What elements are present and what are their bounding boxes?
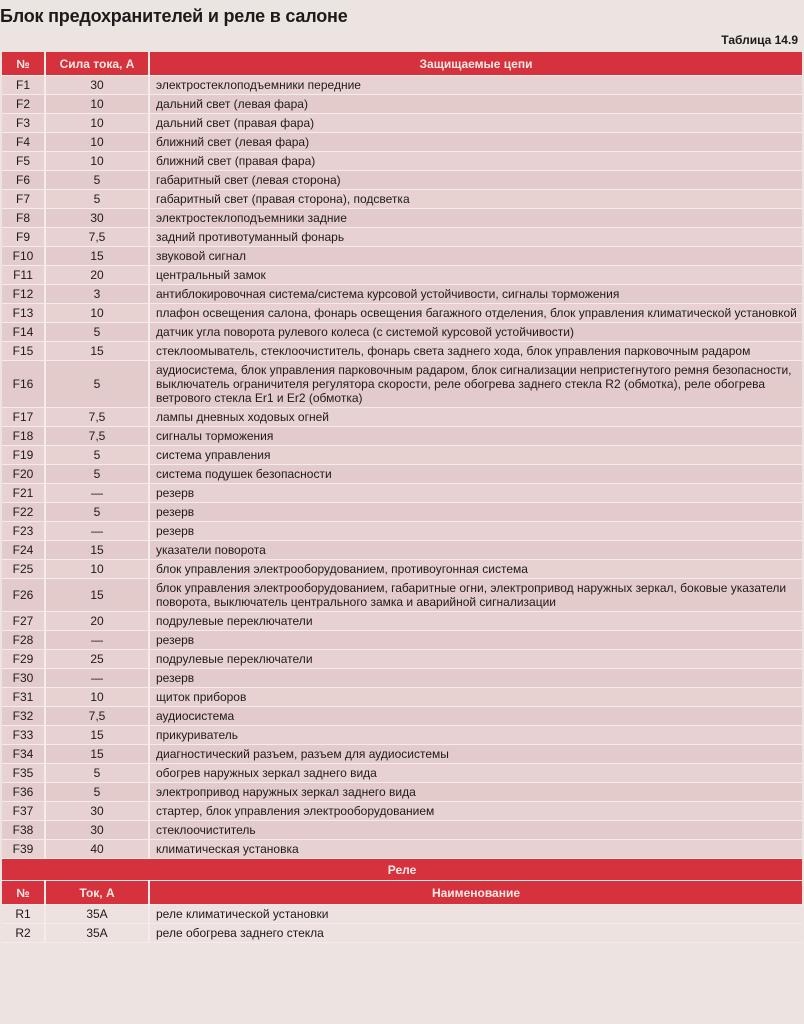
table-row (2, 266, 802, 285)
table-row (2, 209, 802, 228)
cell-id: F39 (2, 840, 46, 859)
table-row (2, 342, 802, 361)
cell-id: F4 (2, 133, 46, 152)
table-row (2, 304, 802, 323)
cell-current: 5 (46, 764, 150, 783)
cell-description: звуковой сигнал (150, 247, 802, 266)
cell-id: F5 (2, 152, 46, 171)
cell-current: 10 (46, 95, 150, 114)
cell-id: F28 (2, 631, 46, 650)
cell-id: F13 (2, 304, 46, 323)
cell-current: 15 (46, 342, 150, 361)
cell-current: 7,5 (46, 427, 150, 446)
cell-current: — (46, 631, 150, 650)
cell-id: F3 (2, 114, 46, 133)
cell-id: F10 (2, 247, 46, 266)
table-row (2, 840, 802, 859)
cell-description: реле климатической установки (150, 905, 802, 924)
cell-description: антиблокировочная система/система курсовой устойчивости, сигналы торможения (150, 285, 802, 304)
cell-id: F14 (2, 323, 46, 342)
cell-id: F9 (2, 228, 46, 247)
cell-id: F8 (2, 209, 46, 228)
cell-description: стеклоочиститель (150, 821, 802, 840)
table-row (2, 484, 802, 503)
table-row (2, 707, 802, 726)
cell-description: центральный замок (150, 266, 802, 285)
cell-description: дальний свет (левая фара) (150, 95, 802, 114)
table-row (2, 612, 802, 631)
table-row (2, 323, 802, 342)
table-row (2, 669, 802, 688)
cell-id: F26 (2, 579, 46, 612)
table-row (2, 361, 802, 408)
cell-current: 10 (46, 560, 150, 579)
table-row (2, 133, 802, 152)
cell-description: электростеклоподъемники задние (150, 209, 802, 228)
table-row (2, 541, 802, 560)
page-title: Блок предохранителей и реле в салоне (0, 6, 348, 26)
table-row (2, 95, 802, 114)
cell-current: 10 (46, 688, 150, 707)
cell-current: 25 (46, 650, 150, 669)
cell-id: F17 (2, 408, 46, 427)
relay-header-name: Наименование (150, 881, 802, 905)
cell-id: F31 (2, 688, 46, 707)
cell-current: — (46, 484, 150, 503)
cell-current: 3 (46, 285, 150, 304)
table-row (2, 76, 802, 95)
cell-description: стартер, блок управления электрооборудованием (150, 802, 802, 821)
cell-id: F6 (2, 171, 46, 190)
cell-description: система управления (150, 446, 802, 465)
cell-current: 35А (46, 905, 150, 924)
cell-id: F15 (2, 342, 46, 361)
cell-id: F36 (2, 783, 46, 802)
table-row (2, 247, 802, 266)
cell-id: F19 (2, 446, 46, 465)
relay-header-num: № (2, 881, 46, 905)
cell-id: F1 (2, 76, 46, 95)
cell-description: резерв (150, 503, 802, 522)
fuse-table (2, 52, 802, 943)
table-row (2, 650, 802, 669)
cell-description: резерв (150, 631, 802, 650)
cell-id: F11 (2, 266, 46, 285)
cell-description: датчик угла поворота рулевого колеса (с системой курсовой устойчивости) (150, 323, 802, 342)
cell-current: 5 (46, 361, 150, 408)
cell-current: 30 (46, 209, 150, 228)
cell-id: F34 (2, 745, 46, 764)
table-row (2, 905, 802, 924)
cell-description: указатели поворота (150, 541, 802, 560)
table-row (2, 726, 802, 745)
cell-current: 7,5 (46, 228, 150, 247)
cell-id: F12 (2, 285, 46, 304)
table-row (2, 522, 802, 541)
cell-description: сигналы торможения (150, 427, 802, 446)
cell-description: диагностический разъем, разъем для аудиосистемы (150, 745, 802, 764)
table-row (2, 745, 802, 764)
cell-id: F37 (2, 802, 46, 821)
table-row (2, 631, 802, 650)
cell-description: реле обогрева заднего стекла (150, 924, 802, 943)
relay-header-row (2, 881, 802, 905)
table-row (2, 821, 802, 840)
cell-current: 15 (46, 579, 150, 612)
cell-id: F21 (2, 484, 46, 503)
cell-current: 5 (46, 190, 150, 209)
fuse-table-body (2, 76, 802, 859)
table-row (2, 427, 802, 446)
table-row (2, 171, 802, 190)
cell-current: 15 (46, 745, 150, 764)
table-row (2, 503, 802, 522)
cell-description: габаритный свет (левая сторона) (150, 171, 802, 190)
table-row (2, 408, 802, 427)
cell-description: электростеклоподъемники передние (150, 76, 802, 95)
table-row (2, 285, 802, 304)
cell-current: 5 (46, 503, 150, 522)
cell-id: R2 (2, 924, 46, 943)
cell-current: 15 (46, 247, 150, 266)
table-row (2, 688, 802, 707)
table-row (2, 924, 802, 943)
cell-current: 15 (46, 726, 150, 745)
cell-description: резерв (150, 522, 802, 541)
relay-section-title: Реле (2, 859, 802, 881)
cell-id: F22 (2, 503, 46, 522)
relay-header-current: Ток, А (46, 881, 150, 905)
cell-description: стеклоомыватель, стеклоочиститель, фонарь света заднего хода, блок управления парковочным радаром (150, 342, 802, 361)
cell-id: F25 (2, 560, 46, 579)
cell-id: F33 (2, 726, 46, 745)
cell-description: климатическая установка (150, 840, 802, 859)
cell-current: 30 (46, 76, 150, 95)
cell-current: 10 (46, 304, 150, 323)
cell-description: электропривод наружных зеркал заднего вида (150, 783, 802, 802)
cell-description: аудиосистема (150, 707, 802, 726)
cell-id: F29 (2, 650, 46, 669)
cell-id: F35 (2, 764, 46, 783)
cell-current: 10 (46, 133, 150, 152)
relay-table-body (2, 905, 802, 943)
cell-current: 7,5 (46, 408, 150, 427)
cell-description: блок управления электрооборудованием, противоугонная система (150, 560, 802, 579)
cell-id: F7 (2, 190, 46, 209)
table-label: Таблица 14.9 (721, 33, 798, 47)
cell-id: F27 (2, 612, 46, 631)
cell-id: R1 (2, 905, 46, 924)
cell-description: габаритный свет (правая сторона), подсветка (150, 190, 802, 209)
cell-description: плафон освещения салона, фонарь освещения багажного отделения, блок управления климатической установкой (150, 304, 802, 323)
cell-id: F38 (2, 821, 46, 840)
cell-current: — (46, 522, 150, 541)
cell-description: задний противотуманный фонарь (150, 228, 802, 247)
cell-description: прикуриватель (150, 726, 802, 745)
cell-current: 15 (46, 541, 150, 560)
cell-description: блок управления электрооборудованием, габаритные огни, электропривод наружных зеркал, боковые указатели поворота, выключатель центрального замка и аварийной сигнализации (150, 579, 802, 612)
header-num: № (2, 52, 46, 76)
cell-id: F30 (2, 669, 46, 688)
cell-description: подрулевые переключатели (150, 612, 802, 631)
cell-description: резерв (150, 484, 802, 503)
table-row (2, 560, 802, 579)
cell-description: подрулевые переключатели (150, 650, 802, 669)
table-row (2, 152, 802, 171)
cell-description: дальний свет (правая фара) (150, 114, 802, 133)
table-row (2, 579, 802, 612)
cell-current: — (46, 669, 150, 688)
table-row (2, 783, 802, 802)
cell-current: 35А (46, 924, 150, 943)
cell-id: F20 (2, 465, 46, 484)
cell-current: 10 (46, 114, 150, 133)
cell-description: система подушек безопасности (150, 465, 802, 484)
cell-current: 10 (46, 152, 150, 171)
cell-description: щиток приборов (150, 688, 802, 707)
cell-current: 40 (46, 840, 150, 859)
header-circuits: Защищаемые цепи (150, 52, 802, 76)
cell-current: 5 (46, 783, 150, 802)
cell-id: F2 (2, 95, 46, 114)
cell-description: аудиосистема, блок управления парковочным радаром, блок сигнализации непристегнутого ремня безопасности, выключатель ограничителя регулятора скорости, реле обогрева заднего стекла R2 (обмотка), реле обогрева ветрового стекла Er1 и Er2 (обмотка) (150, 361, 802, 408)
relay-section-row (2, 859, 802, 881)
cell-current: 7,5 (46, 707, 150, 726)
cell-description: ближний свет (левая фара) (150, 133, 802, 152)
table-row (2, 802, 802, 821)
cell-id: F23 (2, 522, 46, 541)
cell-id: F18 (2, 427, 46, 446)
table-row (2, 114, 802, 133)
cell-current: 30 (46, 821, 150, 840)
cell-current: 30 (46, 802, 150, 821)
cell-description: резерв (150, 669, 802, 688)
table-row (2, 190, 802, 209)
table-row (2, 764, 802, 783)
cell-current: 5 (46, 446, 150, 465)
cell-id: F24 (2, 541, 46, 560)
cell-id: F16 (2, 361, 46, 408)
cell-id: F32 (2, 707, 46, 726)
table-row (2, 465, 802, 484)
cell-current: 20 (46, 266, 150, 285)
cell-current: 20 (46, 612, 150, 631)
cell-current: 5 (46, 171, 150, 190)
table-row (2, 446, 802, 465)
cell-current: 5 (46, 465, 150, 484)
cell-description: ближний свет (правая фара) (150, 152, 802, 171)
cell-description: лампы дневных ходовых огней (150, 408, 802, 427)
cell-current: 5 (46, 323, 150, 342)
header-current: Сила тока, А (46, 52, 150, 76)
table-row (2, 228, 802, 247)
cell-description: обогрев наружных зеркал заднего вида (150, 764, 802, 783)
fuse-header-row (2, 52, 802, 76)
